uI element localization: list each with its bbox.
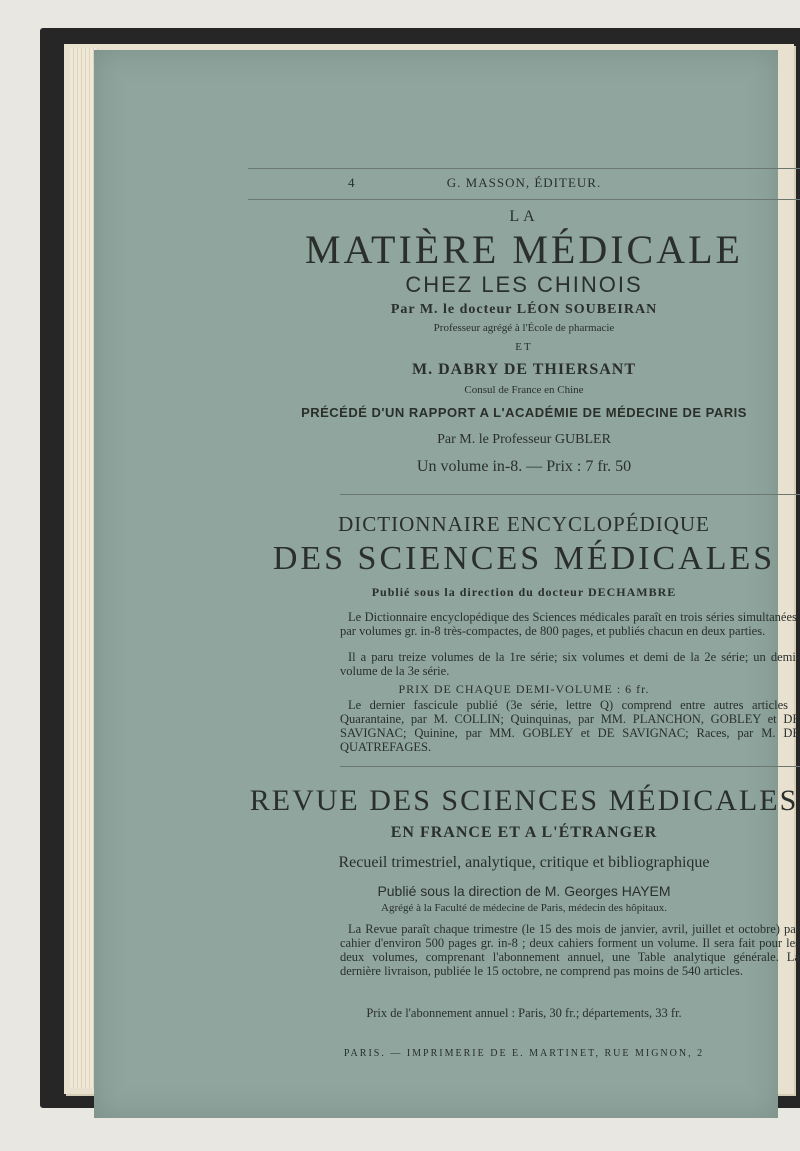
book2-paragraph: Il a paru treize volumes de la 1re série; six volumes et demi de la 2e série; un demi-volume de la 3e série. xyxy=(340,650,800,678)
book1-and: ET xyxy=(515,341,533,353)
section-divider xyxy=(340,494,800,495)
book1-subtitle: CHEZ LES CHINOIS xyxy=(405,272,643,297)
book1-pretitle: LA xyxy=(509,208,539,225)
book3-subtitle: EN FRANCE ET A L'ÉTRANGER xyxy=(390,824,658,841)
publisher-header: G. MASSON, ÉDITEUR. xyxy=(446,175,602,190)
book1-author2: M. DABRY DE THIERSANT xyxy=(411,361,637,378)
book2-title-line1: DICTIONNAIRE ENCYCLOPÉDIQUE xyxy=(338,512,710,536)
book3-price: Prix de l'abonnement annuel : Paris, 30 fr.; départements, 33 fr. xyxy=(366,1006,682,1020)
book3-paragraph: La Revue paraît chaque trimestre (le 15 des mois de janvier, avril, juillet et octobre) par cahier d'environ 500 pages gr. in-8 ; deux cahiers forment un volume. Il sera fait pour les deux volumes, comprenant l'abonnement annuel, une Table analytique générale. La dernière livraison, publiée le 15 octobre, ne comprend pas moins de 540 articles. xyxy=(340,922,800,978)
book1-volume-price: Un volume in-8. — Prix : 7 fr. 50 xyxy=(416,458,632,475)
book2-direction: Publié sous la direction du docteur DECHAMBRE xyxy=(371,585,677,599)
book1-title: MATIÈRE MÉDICALE xyxy=(305,227,743,272)
book1-author1-title: Professeur agrégé à l'École de pharmacie xyxy=(433,322,615,334)
book1-author1: Par M. le docteur LÉON SOUBEIRAN xyxy=(390,302,658,317)
section-divider xyxy=(340,766,800,767)
book3-description: Recueil trimestriel, analytique, critique et bibliographique xyxy=(338,854,710,871)
printer-imprint: PARIS. — IMPRIMERIE DE E. MARTINET, RUE MIGNON, 2 xyxy=(343,1048,705,1059)
book1-report-by: Par M. le Professeur GUBLER xyxy=(437,432,611,447)
book3-director-title: Agrégé à la Faculté de médecine de Paris, médecin des hôpitaux. xyxy=(381,902,667,914)
advertisement-sheet xyxy=(94,50,800,1118)
book3-direction: Publié sous la direction de M. Georges HAYEM xyxy=(377,883,671,899)
book2-paragraph: Le dernier fascicule publié (3e série, lettre Q) comprend entre autres articles : Quarantaine, par M. COLLIN; Quinquinas, par MM. PLANCHON, GOBLEY et DE SAVIGNAC; Quinine, par MM. GOBLEY et DE SAVIGNAC; Races, par M. DE QUATREFAGES. xyxy=(340,698,800,754)
book3-title: REVUE DES SCIENCES MÉDICALES xyxy=(249,784,799,817)
page-number: 4 xyxy=(348,175,356,190)
book1-preceded: PRÉCÉDÉ D'UN RAPPORT A L'ACADÉMIE DE MÉDECINE DE PARIS xyxy=(301,405,747,420)
book2-paragraph: Le Dictionnaire encyclopédique des Sciences médicales paraît en trois séries simultanées, par volumes gr. in-8 très-compactes, de 800 pages, et publiés chacun en deux parties. xyxy=(340,610,800,638)
book2-title-line2: DES SCIENCES MÉDICALES xyxy=(272,540,776,577)
book2-price: PRIX DE CHAQUE DEMI-VOLUME : 6 fr. xyxy=(398,682,650,696)
running-header xyxy=(248,168,800,200)
book1-author2-title: Consul de France en Chine xyxy=(464,384,584,396)
